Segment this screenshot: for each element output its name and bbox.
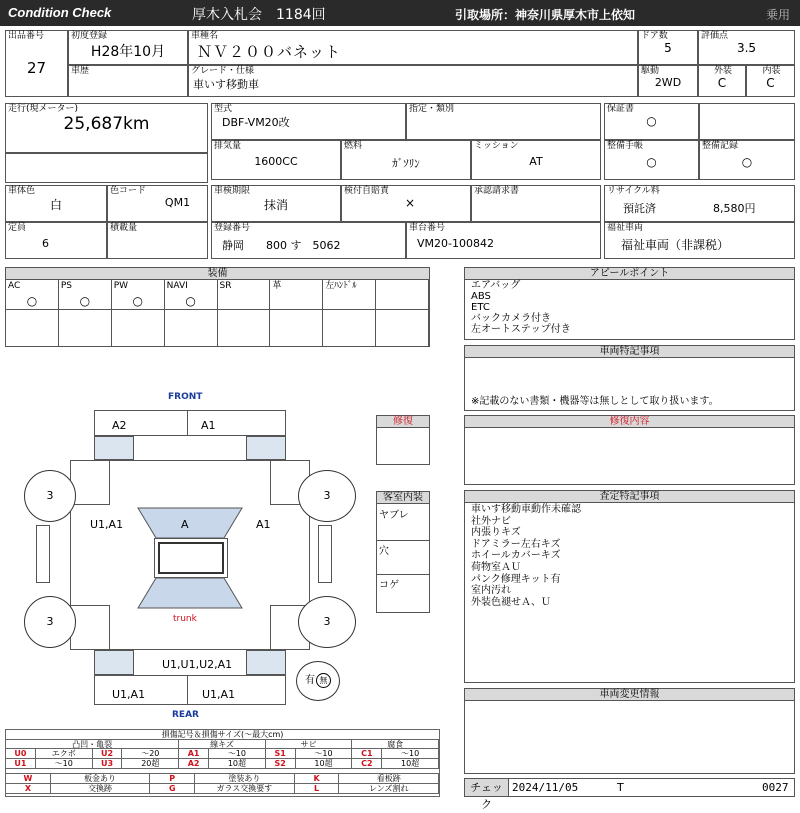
mileage-value: 25,687km: [63, 114, 150, 134]
recycle-label: リサイクル料: [607, 186, 660, 196]
legend-mark-row: [6, 774, 439, 784]
chassis-cell: [406, 222, 601, 259]
legend-mark-code: P: [150, 774, 195, 784]
chassis-value: VM20-100842: [417, 237, 494, 250]
windshield: [138, 508, 242, 538]
legend-code: S2: [266, 759, 296, 769]
legend-mark-desc: ガラス交換要す: [195, 784, 295, 794]
score-label: 評価点: [701, 31, 729, 41]
hood-label: A: [181, 518, 189, 531]
equipment-value: ○: [59, 292, 111, 310]
exterior-cell: [698, 65, 746, 97]
legend-code: U1: [6, 759, 36, 769]
front-right-light: [246, 436, 286, 460]
load-label: 積載量: [110, 223, 138, 233]
mileage-label: 走行(現メーター): [8, 104, 79, 114]
inspector-item: 外装色褪せＡ、Ｕ: [471, 596, 551, 608]
rear-panel-label: U1,U1,U2,A1: [162, 658, 233, 671]
left-door: [36, 525, 50, 583]
equipment-label: PW: [113, 281, 129, 291]
rear-right-bumper-label: U1,A1: [202, 688, 236, 701]
insurance-value: ×: [404, 196, 416, 210]
inspector-item: 内張りキズ: [471, 527, 521, 539]
load-cell: [107, 222, 208, 259]
legend-mark-desc: 板金あり: [51, 774, 151, 784]
legend-desc: 〜20: [122, 749, 179, 759]
recycle-status: 預託済: [623, 202, 656, 215]
tire-front-left-value: 3: [46, 489, 54, 502]
legend-desc: 20超: [122, 759, 179, 769]
inspector-item: 車いす移動車動作未確認: [471, 504, 581, 515]
legend-desc: 〜10: [382, 749, 439, 759]
mileage-cell: [5, 103, 208, 153]
fuel-cell: [341, 140, 471, 180]
legend-mark-row: [6, 784, 439, 794]
equipment-label: PS: [60, 281, 73, 291]
legend-code: A2: [179, 759, 209, 769]
fuel-label: 燃料: [344, 141, 363, 151]
legend-code: C1: [352, 749, 382, 759]
interior-item-burn: コゲ: [379, 580, 399, 591]
drive-label: 駆動: [641, 66, 660, 76]
legend-title: 損傷記号＆損傷サイズ(〜最大cm): [6, 730, 439, 740]
trunk-label: trunk: [173, 614, 197, 624]
exterior-label: 外装: [713, 66, 732, 76]
interior-box-title: 客室内装: [377, 492, 429, 504]
front-label: FRONT: [168, 392, 203, 402]
displacement-cell: [211, 140, 341, 180]
grade-cell: [188, 65, 638, 97]
color-code-cell: [107, 185, 208, 222]
inspector-item: 荷物室ＡＵ: [471, 561, 521, 573]
header-title: Condition Check: [8, 5, 112, 20]
windshield-shape: [138, 508, 242, 538]
appeal-title: アピールポイント: [465, 268, 794, 280]
inspector-item: ドアミラー左右キズ: [471, 538, 561, 550]
lot-cell: [5, 30, 68, 97]
tire-rear-right-value: 3: [323, 615, 331, 628]
legend-desc: 10超: [296, 759, 353, 769]
check-date: 2024/11/05: [512, 781, 579, 794]
displacement-value: 1600CC: [254, 155, 298, 168]
designation-label: 指定・類別: [409, 104, 455, 114]
first-reg-cell: [68, 30, 188, 65]
tire-front-right: [298, 470, 356, 522]
rear-bumper-divider: [187, 675, 188, 705]
legend-mark-desc: 看板跡: [339, 774, 439, 784]
model-cell: [211, 103, 406, 140]
chassis-label: 車台番号: [409, 223, 446, 233]
score-cell: [698, 30, 795, 65]
legend-group: サビ: [266, 740, 353, 748]
equipment-cell: [112, 280, 165, 346]
appeal-item: エアバッグ: [471, 280, 521, 291]
inspector-title: 査定特記事項: [465, 491, 794, 503]
change-title: 車両変更情報: [465, 689, 794, 701]
car-name-value: ＮＶ２００バネット: [197, 43, 342, 61]
equipment-cell: [6, 280, 59, 346]
tire-rear-left: [24, 596, 76, 648]
right-door: [318, 525, 332, 583]
legend-code: U0: [6, 749, 36, 759]
equipment-grid: [6, 280, 429, 346]
tire-rear-right: [298, 596, 356, 648]
check-row: [464, 778, 795, 811]
equipment-value: ○: [112, 292, 164, 310]
first-reg-label: 初度登録: [71, 31, 108, 41]
appeal-item: バックカメラ付き: [471, 313, 551, 324]
lot-number: 27: [26, 59, 47, 77]
equipment-cell: [376, 280, 429, 346]
capacity-cell: [5, 222, 107, 259]
interior-divider-2: [377, 574, 429, 575]
appeal-list: [465, 280, 794, 335]
reg-no-value: 静岡 800 す 5062: [222, 239, 341, 252]
legend-mark-desc: 塗装あり: [195, 774, 295, 784]
manual-value: ○: [646, 155, 657, 169]
inspection-cell: [211, 185, 341, 222]
capacity-value: 6: [42, 237, 49, 250]
color-cell: [5, 185, 107, 222]
score-value: 3.5: [736, 41, 757, 55]
legend: [5, 729, 440, 797]
spare-tire: [296, 661, 340, 701]
designation-cell: [406, 103, 601, 140]
color-value: 白: [49, 198, 62, 212]
front-left-bumper-label: A2: [112, 419, 127, 432]
warranty-extra-cell: [699, 103, 795, 140]
legend-group: 凸凹・亀裂: [6, 740, 179, 748]
rear-right-light: [246, 650, 286, 675]
legend-mark-code: G: [150, 784, 195, 794]
doors-value: 5: [664, 41, 672, 55]
right-side-label: A1: [256, 518, 271, 531]
legend-desc: エクボ: [36, 749, 93, 759]
inspector-item: 社外ナビ: [471, 515, 511, 527]
equipment-value: [376, 292, 428, 310]
legend-code: A1: [179, 749, 209, 759]
color-label: 車体色: [8, 186, 36, 196]
recycle-fee: 8,580円: [713, 202, 756, 215]
legend-code: U2: [93, 749, 123, 759]
lot-label: 出品番号: [8, 31, 45, 41]
legend-desc: 10超: [209, 759, 266, 769]
car-name-label: 車種名: [191, 31, 219, 41]
interior-item-tear: ヤブレ: [379, 510, 409, 521]
doors-label: ドア数: [641, 31, 668, 41]
equipment-label: AC: [8, 281, 21, 291]
equipment-cell: [270, 280, 323, 346]
tire-front-right-value: 3: [323, 489, 331, 502]
grade-value: 車いす移動車: [193, 78, 259, 91]
special-title: 車両特記事項: [465, 346, 794, 358]
interior-box: [376, 491, 430, 613]
reg-no-cell: [211, 222, 406, 259]
legend-desc: 〜10: [36, 759, 93, 769]
rear-left-bumper-label: U1,A1: [112, 688, 146, 701]
manual-label: 整備手帳: [607, 141, 644, 151]
left-side-label: U1,A1: [90, 518, 124, 531]
legend-group: 腐食: [352, 740, 439, 748]
repair-box-title: 修復: [377, 416, 429, 428]
warranty-label: 保証書: [607, 104, 635, 114]
interior-item-hole: 穴: [379, 546, 389, 557]
reg-no-label: 登録番号: [214, 223, 251, 233]
drive-cell: [638, 65, 698, 97]
repair-box: [376, 415, 430, 465]
equipment-label: 革: [272, 281, 282, 291]
equipment-table: [5, 267, 430, 347]
legend-mark-code: L: [295, 784, 340, 794]
history-label: 車歴: [71, 66, 90, 76]
approval-cell: [471, 185, 601, 222]
mission-label: ミッション: [474, 141, 519, 151]
legend-mark-code: W: [6, 774, 51, 784]
fuel-value: ｶﾞｿﾘﾝ: [392, 157, 420, 170]
inspection-value: 抹消: [263, 198, 288, 212]
rear-label: REAR: [172, 710, 199, 720]
insurance-cell: [341, 185, 471, 222]
welfare-label: 福祉車両: [607, 223, 644, 233]
legend-mark-desc: 交換跡: [51, 784, 151, 794]
record-value: ○: [741, 155, 753, 169]
inspector-item: ホイールカバーキズ: [471, 550, 561, 562]
appeal-item: ETC: [471, 302, 490, 313]
mission-value: AT: [529, 155, 543, 168]
recycle-cell: [604, 185, 795, 222]
header-bar: [0, 0, 800, 26]
warranty-cell: [604, 103, 699, 140]
legend-mark-code: K: [295, 774, 340, 784]
legend-desc: 〜10: [209, 749, 266, 759]
legend-group: 線キズ: [179, 740, 266, 748]
rear-glass: [138, 578, 242, 608]
inspector-list: [465, 503, 794, 609]
legend-groups: [6, 740, 439, 749]
auction-name: 厚木入札会 1184回: [192, 7, 326, 23]
legend-desc: 10超: [382, 759, 439, 769]
appeal-item: 左オートステップ付き: [471, 324, 571, 335]
equipment-title: 装備: [6, 268, 429, 280]
legend-mark-code: X: [6, 784, 51, 794]
displacement-label: 排気量: [214, 141, 242, 151]
doors-cell: [638, 30, 698, 65]
inspection-label: 車検期限: [214, 186, 251, 196]
equipment-label: NAVI: [166, 281, 188, 291]
equipment-cell: [59, 280, 112, 346]
welfare-value: 福祉車両（非課税）: [621, 238, 730, 252]
interior-cell: [746, 65, 795, 97]
legend-row: [6, 749, 439, 759]
spare-mark: 無: [316, 673, 331, 688]
warranty-value: ○: [646, 114, 657, 128]
equipment-cell: [323, 280, 376, 346]
grade-label: グレード・仕様: [191, 66, 255, 76]
equipment-value: [323, 292, 375, 310]
front-right-bumper-label: A1: [201, 419, 216, 432]
legend-marks: [6, 774, 439, 794]
check-number: 0027: [762, 781, 789, 794]
equipment-label: SR: [219, 281, 232, 291]
tire-front-left: [24, 470, 76, 522]
legend-rows: [6, 749, 439, 769]
equipment-value: [270, 292, 322, 310]
welfare-cell: [604, 222, 795, 259]
check-label: チェック: [465, 779, 509, 796]
check-code: T: [617, 781, 624, 794]
history-cell: [68, 65, 188, 97]
capacity-label: 定員: [8, 223, 27, 233]
color-code-label: 色コード: [110, 186, 147, 196]
model-value: DBF-VM20改: [222, 116, 290, 129]
legend-code: C2: [352, 759, 382, 769]
equipment-label: 左ﾊﾝﾄﾞﾙ: [325, 281, 357, 291]
pickup-location: 引取場所：神奈川県厚木市上依知: [455, 8, 636, 22]
exterior-value: C: [717, 76, 727, 90]
front-bumper-divider: [187, 410, 188, 436]
legend-row: [6, 759, 439, 769]
special-box: [464, 345, 795, 411]
mileage-sub-cell: [5, 153, 208, 183]
special-note: ※記載のない書類・機器等は無しとして取り扱います。: [471, 396, 719, 407]
tire-rear-left-value: 3: [46, 615, 54, 628]
insurance-label: 検付自賠責: [344, 186, 390, 196]
equipment-label: [376, 280, 428, 292]
legend-mark-desc: レンズ割れ: [339, 784, 439, 794]
roof-inner: [158, 542, 224, 574]
car-diagram: [20, 388, 370, 723]
equipment-value: [218, 292, 270, 310]
equipment-cell: [165, 280, 218, 346]
equipment-value: ○: [6, 292, 58, 310]
vehicle-category: 乗用: [766, 8, 791, 22]
spare-label: 有: [305, 675, 315, 686]
drive-value: 2WD: [654, 76, 682, 89]
change-box: [464, 688, 795, 774]
left-fender-front: [70, 460, 110, 505]
appeal-box: [464, 267, 795, 340]
color-code-value: QM1: [164, 196, 191, 209]
appeal-item: ABS: [471, 291, 491, 302]
inspector-item: 室内汚れ: [471, 585, 511, 597]
car-name-cell: [188, 30, 638, 65]
approval-label: 承認請求書: [474, 186, 520, 196]
interior-label: 内装: [762, 66, 781, 76]
record-cell: [699, 140, 795, 180]
first-reg-value: H28年10月: [90, 44, 166, 60]
rear-glass-shape: [138, 578, 242, 608]
model-label: 型式: [214, 104, 233, 114]
inspector-item: パンク修理キット有: [471, 573, 561, 585]
inspector-box: [464, 490, 795, 683]
left-fender-rear: [70, 605, 110, 650]
rear-left-light: [94, 650, 134, 675]
interior-divider-1: [377, 540, 429, 541]
repair-detail-box: [464, 415, 795, 485]
equipment-cell: [218, 280, 271, 346]
legend-code: S1: [266, 749, 296, 759]
equipment-value: ○: [165, 292, 217, 310]
legend-code: U3: [93, 759, 123, 769]
record-label: 整備記録: [702, 141, 739, 151]
legend-desc: 〜10: [296, 749, 353, 759]
manual-cell: [604, 140, 699, 180]
front-left-light: [94, 436, 134, 460]
interior-value: C: [766, 76, 775, 90]
mission-cell: [471, 140, 601, 180]
repair-detail-title: 修復内容: [465, 416, 794, 428]
